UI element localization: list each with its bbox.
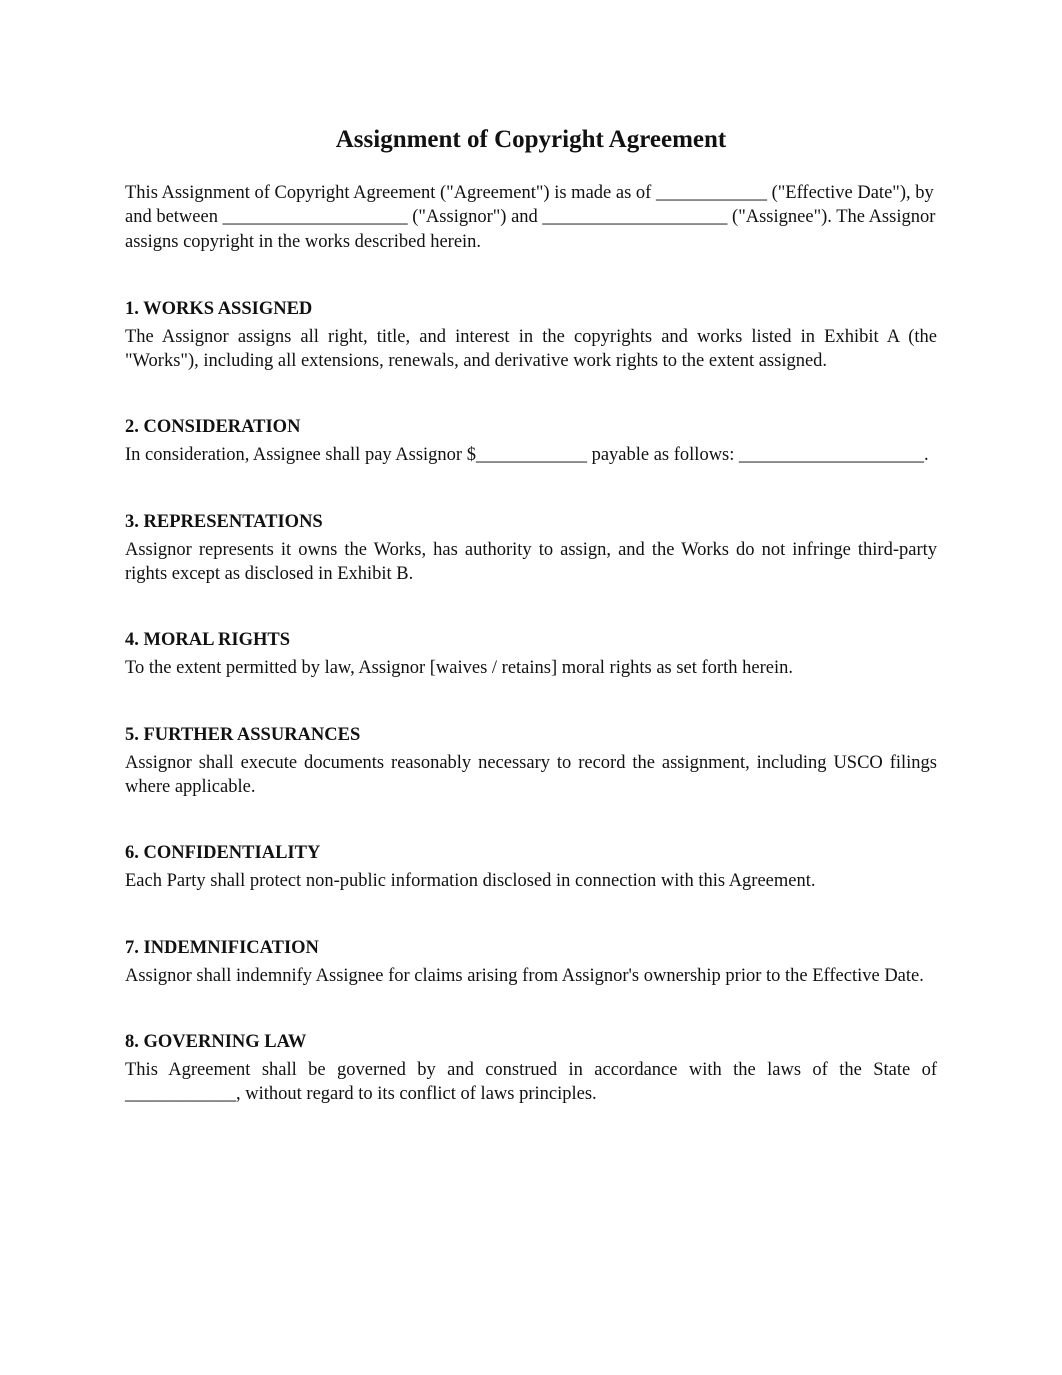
section-body: The Assignor assigns all right, title, and interest in the copyrights and works listed in Exhibit A (the "Works"), including all extensions, renewals, and derivative work rights to the extent assigned. bbox=[125, 326, 937, 372]
section-heading: 4. MORAL RIGHTS bbox=[125, 630, 290, 651]
section-body: Assignor shall indemnify Assignee for claims arising from Assignor's ownership prior to the Effective Date. bbox=[125, 965, 924, 986]
section-moral-rights bbox=[125, 628, 937, 680]
section-further-assurances bbox=[125, 723, 937, 800]
section-works-assigned bbox=[125, 297, 937, 374]
document-content bbox=[125, 181, 937, 1148]
section-consideration bbox=[125, 415, 937, 467]
section-body: This Agreement shall be governed by and construed in accordance with the laws of the State of ____________, without regard to its conflict of laws principles. bbox=[125, 1059, 937, 1105]
section-body: To the extent permitted by law, Assignor [waives / retains] moral rights as set forth herein. bbox=[125, 658, 793, 679]
section-heading: 5. FURTHER ASSURANCES bbox=[125, 724, 361, 745]
section-indemnification bbox=[125, 936, 937, 988]
section-body: Assignor represents it owns the Works, has authority to assign, and the Works do not infringe third-party rights except as disclosed in Exhibit B. bbox=[125, 539, 937, 585]
section-heading: 2. CONSIDERATION bbox=[125, 417, 301, 438]
document-title: Assignment of Copyright Agreement bbox=[335, 126, 727, 153]
intro-paragraph: This Assignment of Copyright Agreement ("Agreement") is made as of ____________ ("Effective Date"), by and between ____________________ ("Assignor") and ____________________ ("Assignee"). The Assignor assigns copyright in the works described herein. bbox=[125, 183, 936, 252]
section-heading: 7. INDEMNIFICATION bbox=[125, 937, 319, 958]
section-confidentiality bbox=[125, 841, 937, 893]
section-governing-law bbox=[125, 1030, 937, 1107]
section-representations bbox=[125, 510, 937, 587]
section-heading: 1. WORKS ASSIGNED bbox=[125, 298, 313, 319]
section-body: In consideration, Assignee shall pay Assignor $____________ payable as follows: ____________________. bbox=[125, 445, 929, 466]
section-body: Assignor shall execute documents reasonably necessary to record the assignment, including USCO filings where applicable. bbox=[125, 752, 937, 797]
section-body: Each Party shall protect non-public information disclosed in connection with this Agreement. bbox=[125, 871, 816, 892]
section-heading: 8. GOVERNING LAW bbox=[125, 1031, 307, 1052]
section-heading: 3. REPRESENTATIONS bbox=[125, 511, 323, 532]
section-heading: 6. CONFIDENTIALITY bbox=[125, 843, 321, 864]
